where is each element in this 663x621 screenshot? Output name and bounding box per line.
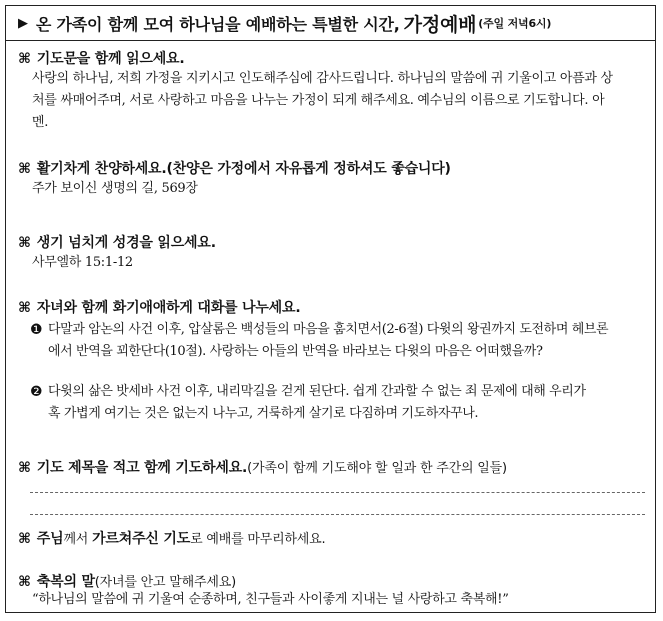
writing-line-2: [30, 514, 645, 515]
header-bar: [6, 6, 655, 41]
scripture-section: [18, 232, 645, 274]
scripture-heading: ⌘ 생기 넘치게 성경을 읽으세요.: [18, 235, 216, 251]
closing-heading: ⌘ 주님께서 가르쳐주신 기도로 예배를 마무리하세요.: [18, 531, 326, 547]
worship-guide-box: [5, 5, 656, 613]
praise-text: 주가 보이신 생명의 길, 569장: [32, 181, 198, 196]
prayer-text: 사랑의 하나님, 저희 가정을 지키시고 인도해주심에 감사드립니다. 하나님의 말씀에 귀 기울이고 아픔과 상 처를 싸매어주며, 서로 사랑하고 마음을 나누는 가정이 되게 해주세요. 예수님의 이름으로 기도합니다. 아 멘.: [32, 71, 613, 130]
header-time-note: (주일 저녁6시): [478, 17, 552, 30]
writing-line-1: [30, 492, 645, 493]
command-mark-icon: ⌘: [18, 161, 31, 177]
command-mark-icon: ⌘: [18, 460, 31, 476]
circled-number-2-icon: ❷: [30, 384, 43, 400]
command-mark-icon: ⌘: [18, 574, 31, 590]
header-title-emphasis: 가정예배: [403, 13, 477, 36]
praise-heading: ⌘ 활기차게 찬양하세요.(찬양은 가정에서 자유롭게 정하셔도 좋습니다): [18, 161, 451, 177]
circled-number-1-icon: ❶: [30, 322, 43, 338]
header-title: 온 가족이 함께 모여 하나님을 예배하는 특별한 시간,: [35, 14, 400, 34]
talk-section: [18, 297, 645, 425]
command-mark-icon: ⌘: [18, 300, 31, 316]
prayer-topic-section: [18, 457, 645, 477]
scripture-text: 사무엘하 15:1-12: [32, 255, 133, 270]
prayer-heading: ⌘ 기도문을 함께 읽으세요.: [18, 51, 185, 67]
blessing-heading: ⌘ 축복의 말(자녀를 안고 말해주세요): [18, 574, 236, 590]
praise-section: [18, 158, 645, 200]
blessing-text: “하나님의 말씀에 귀 기울여 순종하며, 친구들과 사이좋게 지내는 널 사랑하고 축복해!”: [32, 592, 509, 607]
blessing-section: [18, 571, 645, 609]
closing-section: [18, 528, 645, 548]
talk-question-2: ❷ 다윗의 삶은 밧세바 사건 이후, 내리막길을 걷게 된단다. 쉽게 간과할 수 없는 죄 문제에 대해 우리가 혹 가볍게 여기는 것은 없는지 나누고, 거룩하게 살기로 다짐하며 기도하자꾸나.: [18, 381, 645, 425]
triangle-icon: ▶: [18, 15, 28, 31]
prayer-section: [18, 48, 645, 134]
prayer-topic-heading: ⌘ 기도 제목을 적고 함께 기도하세요.(가족이 함께 기도해야 할 일과 한 주간의 일들): [18, 460, 507, 476]
command-mark-icon: ⌘: [18, 51, 31, 67]
talk-heading: ⌘ 자녀와 함께 화기애애하게 대화를 나누세요.: [18, 300, 301, 316]
talk-question-1: ❶ 다말과 암논의 사건 이후, 압살롬은 백성들의 마음을 훔치면서(2-6절) 다윗의 왕권까지 도전하며 헤브론 에서 반역을 꾀한단다(10절). 사랑하는 아들의 반역을 바라보는 다윗의 마음은 어떠했을까?: [18, 319, 645, 363]
command-mark-icon: ⌘: [18, 531, 31, 547]
command-mark-icon: ⌘: [18, 235, 31, 251]
